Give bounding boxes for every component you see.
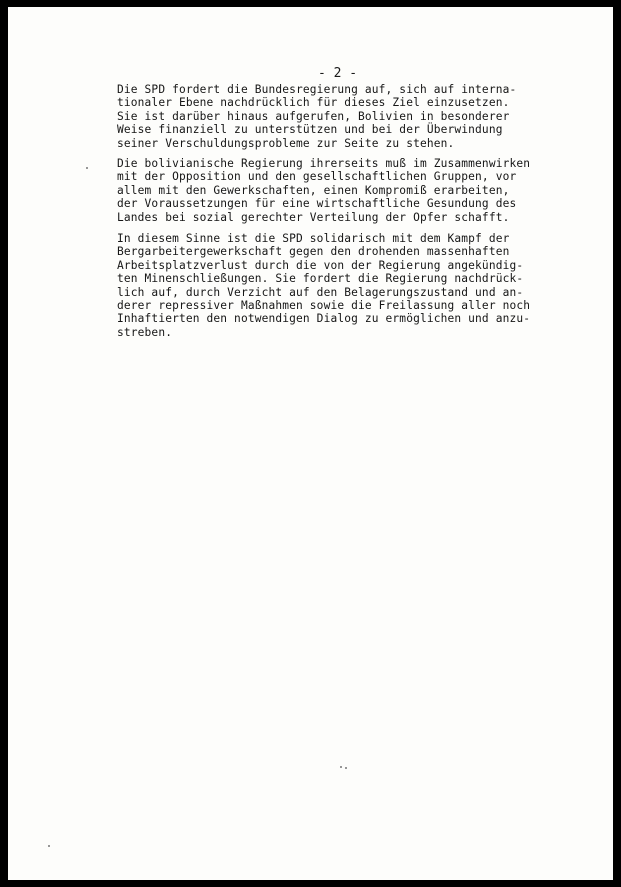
scan-speck [86,167,88,169]
text-line: Arbeitsplatzverlust durch die von der Regierung angekündig- [117,258,524,272]
paragraph-3 [117,232,530,339]
text-line: Bergarbeitergewerkschaft gegen den drohenden massenhaften [117,245,510,259]
text-line: In diesem Sinne ist die SPD solidarisch mit dem Kampf der [117,232,510,245]
text-line: Sie ist darüber hinaus aufgerufen, Bolivien in besonderer [117,109,510,123]
text-line: derer repressiver Maßnahmen sowie die Freilassung aller noch [117,299,531,313]
page-number: - 2 - [318,66,358,81]
text-line: tionaler Ebene nachdrücklich für dieses Ziel einzusetzen. [117,96,510,110]
text-line: Landes bei sozial gerechter Verteilung der Opfer schafft. [117,210,510,224]
text-line: seiner Verschuldungsprobleme zur Seite zu stehen. [117,136,455,150]
text-line: Inhaftierten den notwendigen Dialog zu ermöglichen und anzu- [117,312,531,326]
text-line: streben. [117,325,173,339]
text-line: ten Minenschließungen. Sie fordert die Regierung nachdrück- [117,272,524,286]
text-line: der Voraussetzungen für eine wirtschaftliche Gesundung des [117,197,517,211]
document-page [8,7,613,880]
text-line: mit der Opposition und den gesellschaftlichen Gruppen, vor [117,170,517,184]
text-line: Die bolivianische Regierung ihrerseits muß im Zusammenwirken [117,157,531,170]
text-line: lich auf, durch Verzicht auf den Belagerungszustand und an- [117,285,524,299]
text-line: allem mit den Gewerkschaften, einen Kompromiß erarbeiten, [117,183,510,197]
text-line: Die SPD fordert die Bundesregierung auf, sich auf interna- [117,83,517,96]
paragraph-1 [117,83,516,150]
paragraph-2 [117,157,530,224]
scan-speck [340,766,342,768]
scan-speck [48,845,50,847]
scan-speck [345,767,347,769]
text-line: Weise finanziell zu unterstützen und bei der Überwindung [117,123,503,137]
